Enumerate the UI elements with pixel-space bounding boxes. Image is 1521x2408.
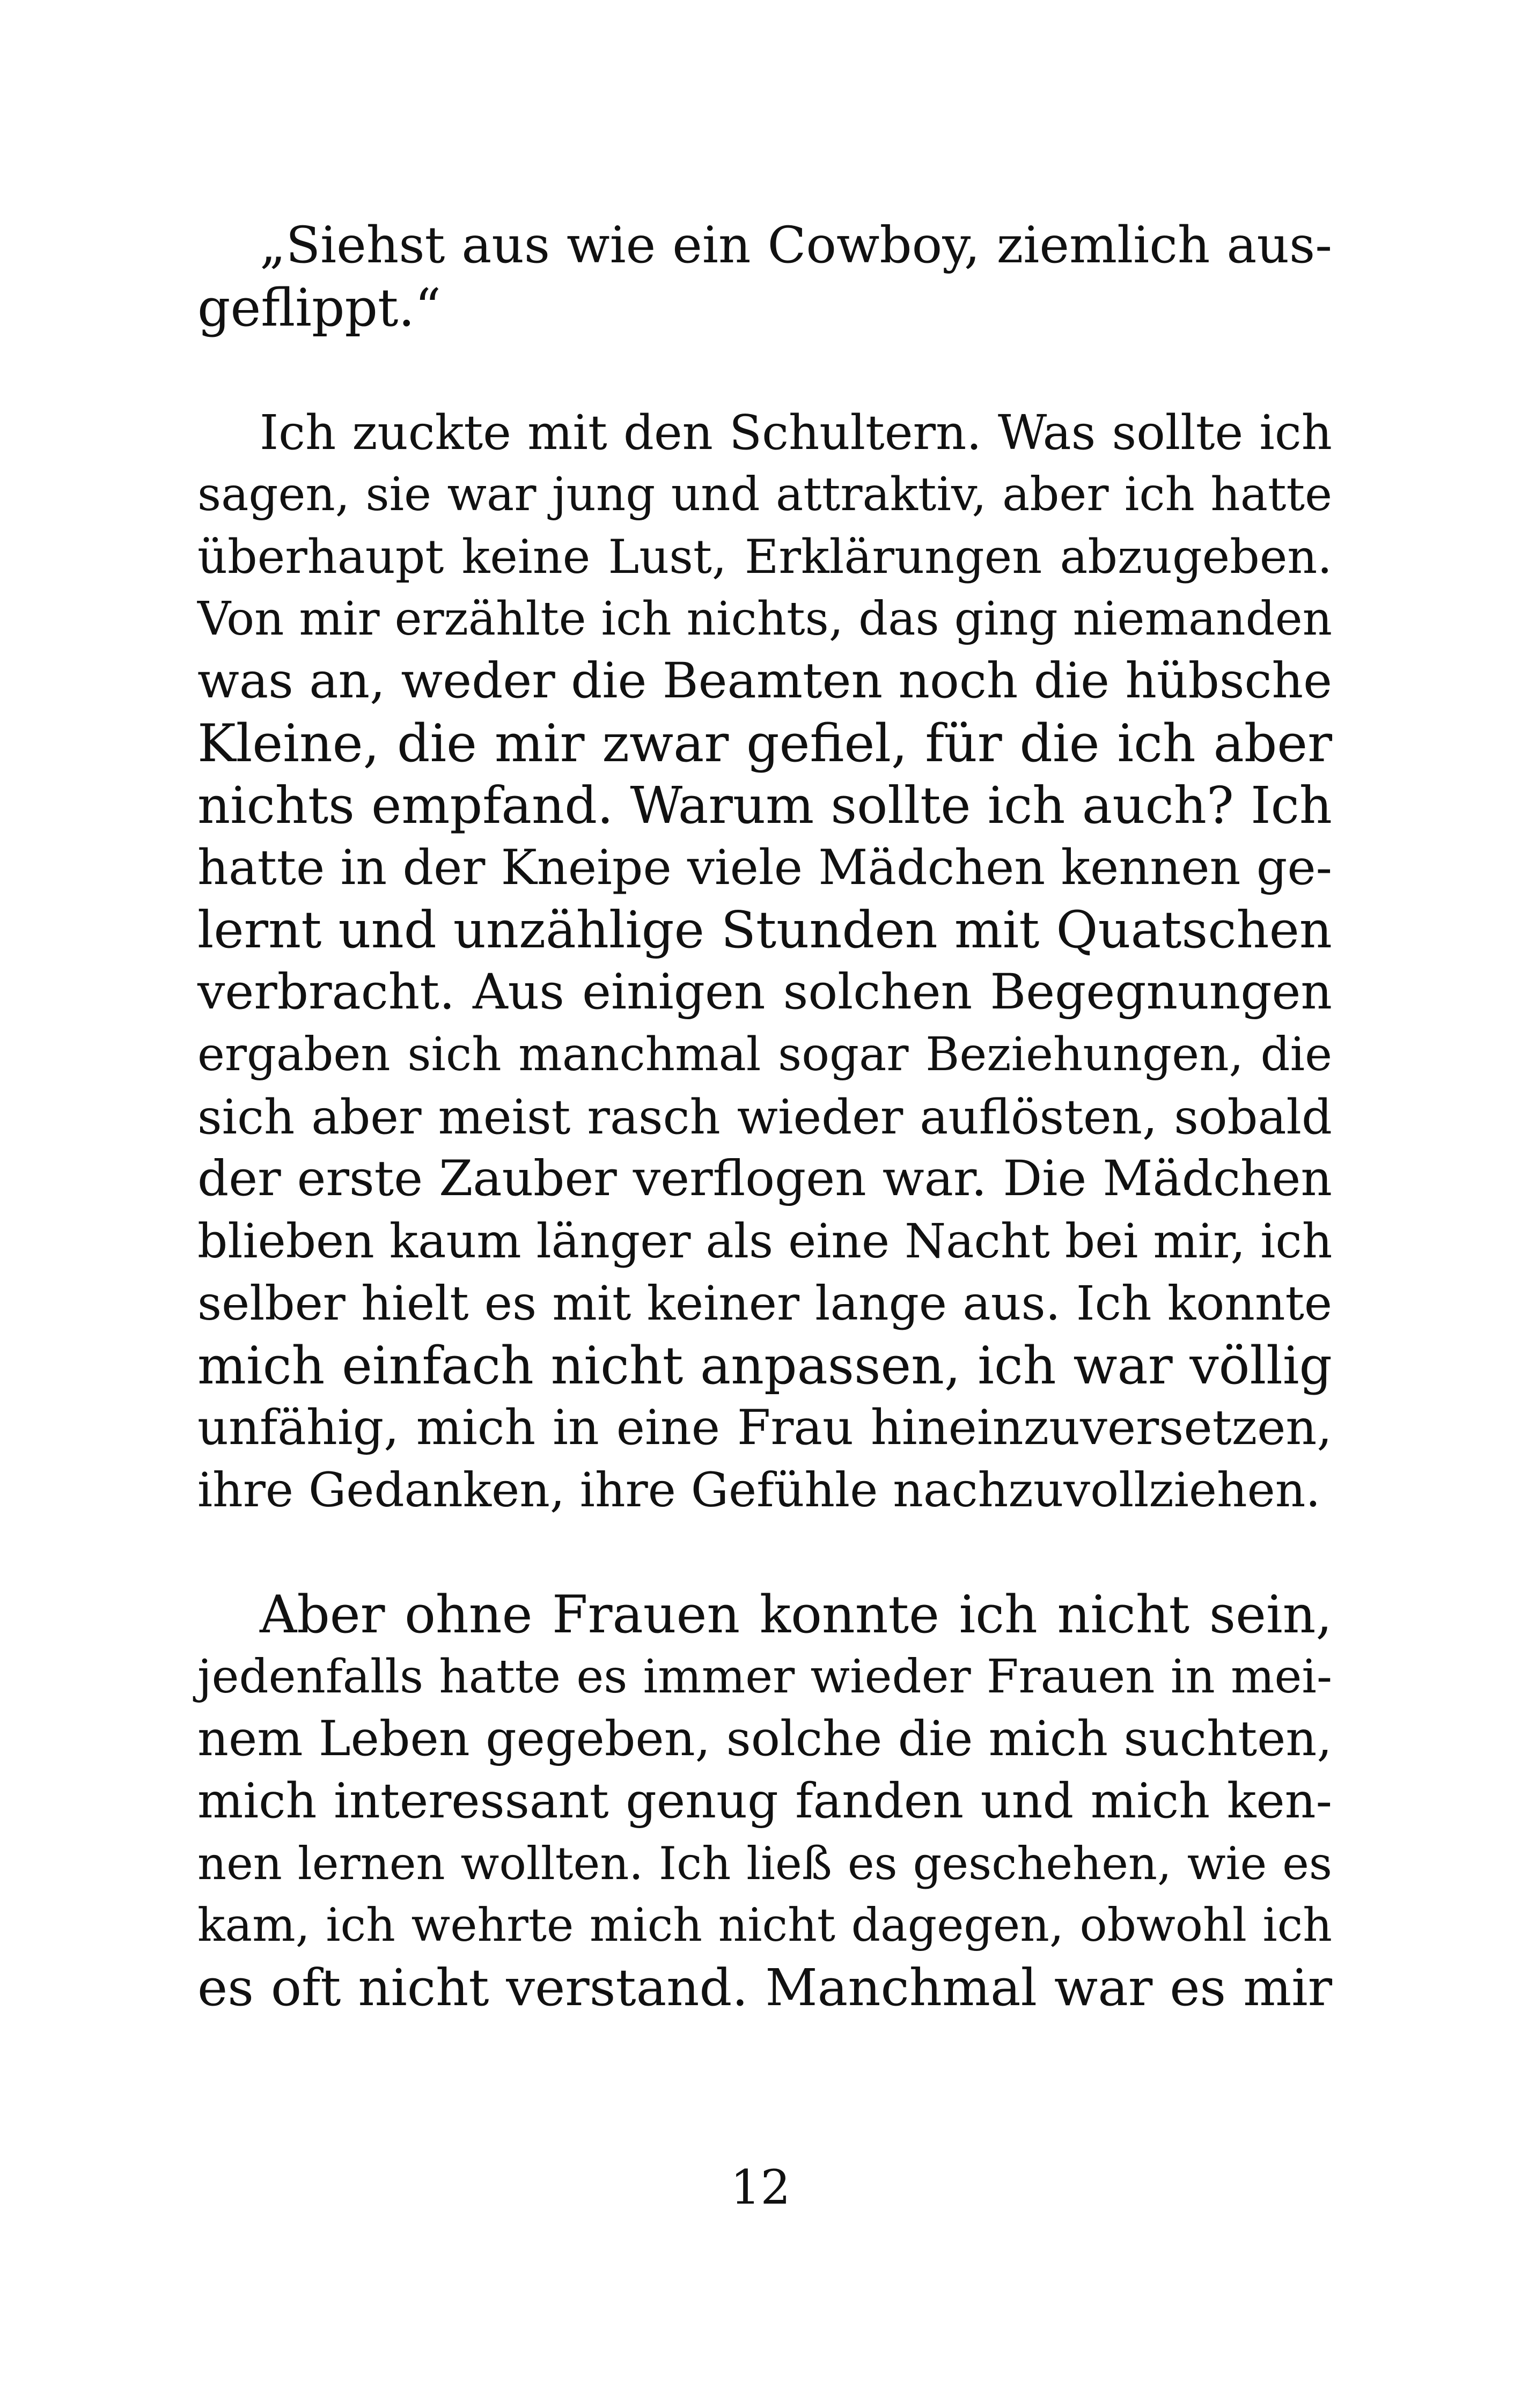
- text-line: der erste Zauber verflogen war. Die Mädchen: [197, 1151, 1332, 1207]
- paragraph: [197, 215, 1332, 339]
- paragraph: [197, 401, 1332, 1521]
- text-line: nem Leben gegeben, solche die mich suchten,: [197, 1711, 1332, 1767]
- paragraph: [197, 1584, 1332, 2019]
- text-line: Ich zuckte mit den Schultern. Was sollte ich: [260, 404, 1332, 460]
- text-line: es oft nicht verstand. Manchmal war es mir: [197, 1958, 1332, 2017]
- text-line: jedenfalls hatte es immer wieder Frauen in mei-: [197, 1650, 1332, 1704]
- text-line: „Siehst aus wie ein Cowboy, ziemlich aus-: [260, 216, 1332, 275]
- text-line: mich interessant genug fanden und mich ken-: [197, 1773, 1332, 1829]
- body-text: [197, 215, 1332, 2019]
- text-line: geflippt.“: [197, 278, 442, 338]
- text-line: sagen, sie war jung und attraktiv, aber ich hatte: [197, 468, 1332, 521]
- text-line: nichts empfand. Warum sollte ich auch? Ich: [197, 776, 1332, 835]
- paragraph-gap: [197, 1521, 1332, 1584]
- text-line: mich einfach nicht anpassen, ich war völlig: [197, 1336, 1332, 1396]
- text-line: hatte in der Kneipe viele Mädchen kennen ge-: [197, 840, 1332, 896]
- page-number: 12: [730, 2160, 791, 2215]
- text-line: sich aber meist rasch wieder auflösten, sobald: [197, 1089, 1332, 1145]
- text-line: kam, ich wehrte mich nicht dagegen, obwohl ich: [197, 1899, 1332, 1952]
- text-line: ihre Gedanken, ihre Gefühle nachzuvollziehen.: [197, 1462, 1321, 1518]
- paragraph-gap: [197, 339, 1332, 401]
- text-line: lernt und unzählige Stunden mit Quatschen: [197, 901, 1332, 960]
- text-line: verbracht. Aus einigen solchen Begegnungen: [197, 964, 1332, 1020]
- text-line: nen lernen wollten. Ich ließ es geschehen, wie es: [197, 1837, 1332, 1890]
- text-line: selber hielt es mit keiner lange aus. Ich konnte: [197, 1276, 1332, 1331]
- text-line: überhaupt keine Lust, Erklärungen abzugeben.: [197, 529, 1332, 584]
- text-line: Von mir erzählte ich nichts, das ging niemanden: [197, 592, 1332, 646]
- text-line: ergaben sich manchmal sogar Beziehungen, die: [197, 1028, 1332, 1081]
- text-line: blieben kaum länger als eine Nacht bei mir, ich: [197, 1213, 1333, 1269]
- text-line: was an, weder die Beamten noch die hübsche: [197, 653, 1332, 709]
- text-line: Kleine, die mir zwar gefiel, für die ich aber: [197, 713, 1332, 774]
- text-line: Aber ohne Frauen konnte ich nicht sein,: [260, 1585, 1332, 1645]
- text-line: unfähig, mich in eine Frau hineinzuversetzen,: [197, 1400, 1332, 1456]
